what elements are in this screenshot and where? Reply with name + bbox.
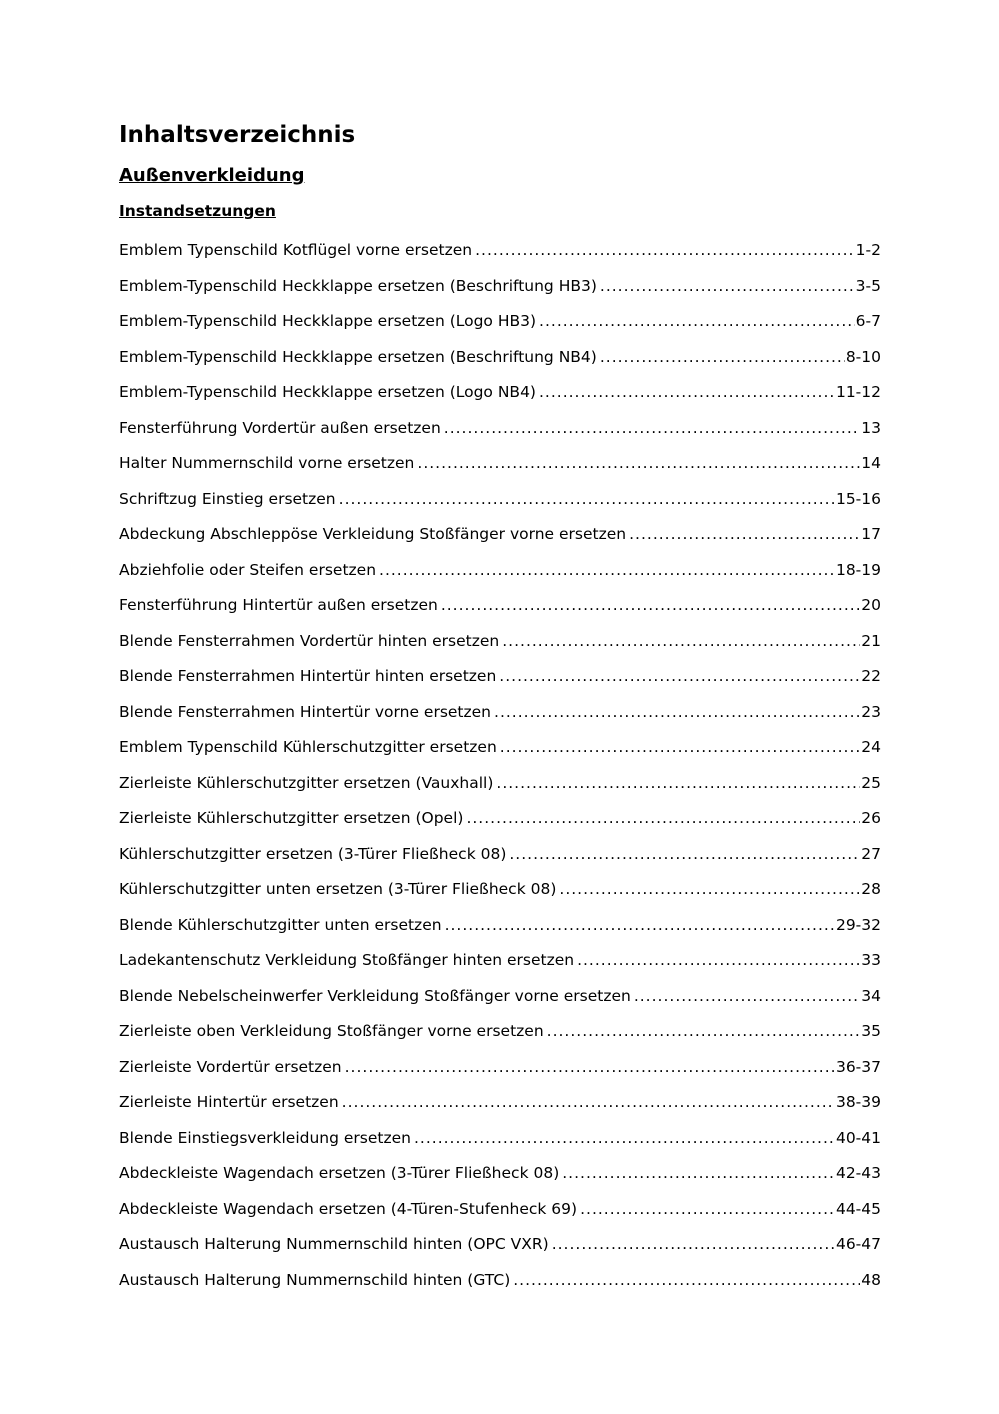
toc-dot-leader xyxy=(466,801,860,837)
toc-entry-page-number: 8-10 xyxy=(845,347,881,366)
toc-entry-page-number: 21 xyxy=(861,631,881,650)
toc-dot-leader xyxy=(445,908,835,944)
toc-entry-page-number: 29-32 xyxy=(835,915,881,934)
toc-dot-leader xyxy=(499,659,860,695)
toc-entry-label: Austausch Halterung Nummernschild hinten (GTC) xyxy=(119,1270,511,1289)
toc-entry-label: Abdeckleiste Wagendach ersetzen (4-Türen-Stufenheck 69) xyxy=(119,1199,578,1218)
toc-entry-page-number: 3-5 xyxy=(855,276,881,295)
toc-entry[interactable] xyxy=(119,801,881,837)
toc-dot-leader xyxy=(634,979,860,1015)
toc-dot-leader xyxy=(600,269,855,305)
toc-entry[interactable] xyxy=(119,1014,881,1050)
toc-entry-label: Zierleiste Kühlerschutzgitter ersetzen (Vauxhall) xyxy=(119,773,494,792)
toc-entry[interactable] xyxy=(119,340,881,376)
toc-entry-label: Zierleiste Hintertür ersetzen xyxy=(119,1093,339,1111)
toc-dot-leader xyxy=(577,943,860,979)
toc-entry[interactable] xyxy=(119,659,881,695)
toc-entry-label: Kühlerschutzgitter unten ersetzen (3-Türer Fließheck 08) xyxy=(119,880,557,898)
toc-entry-page-number: 28 xyxy=(861,880,881,898)
toc-entry-label: Blende Einstiegsverkleidung ersetzen xyxy=(119,1128,411,1147)
toc-entry-label: Halter Nummernschild vorne ersetzen xyxy=(119,454,415,472)
toc-dot-leader xyxy=(345,1050,835,1086)
toc-entry-page-number: 6-7 xyxy=(855,312,881,330)
toc-entry-page-number: 26 xyxy=(861,809,881,827)
toc-entry-label: Emblem-Typenschild Heckklappe ersetzen (Beschriftung NB4) xyxy=(119,347,597,366)
toc-entry[interactable] xyxy=(119,446,881,482)
toc-page xyxy=(119,117,881,1298)
toc-dot-leader xyxy=(417,446,860,482)
toc-entry-label: Ladekantenschutz Verkleidung Stoßfänger hinten ersetzen xyxy=(119,951,575,969)
toc-entry[interactable] xyxy=(119,766,881,802)
toc-entry-label: Schriftzug Einstieg ersetzen xyxy=(119,489,336,508)
toc-entry-label: Kühlerschutzgitter ersetzen (3-Türer Fließheck 08) xyxy=(119,844,507,863)
toc-entry-label: Abziehfolie oder Steifen ersetzen xyxy=(119,560,377,579)
toc-entry[interactable] xyxy=(119,1085,881,1121)
toc-entry[interactable] xyxy=(119,1121,881,1157)
toc-dot-leader xyxy=(502,624,860,660)
toc-entry-label: Zierleiste Vordertür ersetzen xyxy=(119,1057,342,1076)
toc-dot-leader xyxy=(539,304,855,340)
toc-entry[interactable] xyxy=(119,1263,881,1299)
toc-entry-label: Emblem-Typenschild Heckklappe ersetzen (Logo HB3) xyxy=(119,312,537,330)
toc-entry-page-number: 1-2 xyxy=(855,241,881,259)
toc-entry[interactable] xyxy=(119,624,881,660)
toc-dot-leader xyxy=(559,872,860,908)
section-heading: Außenverkleidung xyxy=(119,165,305,186)
toc-entry-label: Zierleiste oben Verkleidung Stoßfänger vorne ersetzen xyxy=(119,1022,544,1040)
toc-entry-page-number: 27 xyxy=(861,844,881,863)
toc-entry[interactable] xyxy=(119,1192,881,1228)
toc-entry[interactable] xyxy=(119,1156,881,1192)
toc-dot-leader xyxy=(513,1263,860,1299)
toc-entry[interactable] xyxy=(119,482,881,518)
toc-entry-page-number: 17 xyxy=(861,525,881,543)
toc-entry-page-number: 35 xyxy=(861,1022,881,1040)
toc-entry[interactable] xyxy=(119,943,881,979)
page-title: Inhaltsverzeichnis xyxy=(119,122,356,148)
toc-entry-page-number: 15-16 xyxy=(835,489,881,508)
toc-dot-leader xyxy=(552,1227,835,1263)
toc-entry-page-number: 24 xyxy=(861,738,881,756)
toc-entry-page-number: 20 xyxy=(861,596,881,614)
toc-dot-leader xyxy=(339,482,835,518)
toc-entry-page-number: 36-37 xyxy=(835,1057,881,1076)
toc-entry[interactable] xyxy=(119,908,881,944)
toc-entry[interactable] xyxy=(119,979,881,1015)
toc-entry-label: Blende Fensterrahmen Hintertür vorne ersetzen xyxy=(119,702,492,721)
toc-dot-leader xyxy=(475,233,855,269)
toc-entry[interactable] xyxy=(119,269,881,305)
toc-entry-page-number: 44-45 xyxy=(835,1199,881,1218)
toc-dot-leader xyxy=(580,1192,835,1228)
toc-dot-leader xyxy=(444,411,860,447)
toc-entry-page-number: 23 xyxy=(861,702,881,721)
toc-entry-label: Emblem Typenschild Kühlerschutzgitter ersetzen xyxy=(119,738,497,756)
toc-entry[interactable] xyxy=(119,304,881,340)
toc-entry-page-number: 13 xyxy=(861,418,881,437)
toc-entry-label: Blende Nebelscheinwerfer Verkleidung Stoßfänger vorne ersetzen xyxy=(119,986,631,1005)
toc-entry[interactable] xyxy=(119,837,881,873)
toc-entry-label: Emblem-Typenschild Heckklappe ersetzen (Logo NB4) xyxy=(119,383,536,401)
toc-entry[interactable] xyxy=(119,588,881,624)
toc-dot-leader xyxy=(342,1085,835,1121)
toc-entry-label: Emblem Typenschild Kotflügel vorne ersetzen xyxy=(119,241,473,259)
toc-entry-label: Abdeckung Abschleppöse Verkleidung Stoßfänger vorne ersetzen xyxy=(119,525,627,543)
toc-entry-page-number: 40-41 xyxy=(835,1128,881,1147)
toc-entry-page-number: 33 xyxy=(861,951,881,969)
toc-entry-page-number: 38-39 xyxy=(835,1093,881,1111)
toc-entry-page-number: 42-43 xyxy=(835,1164,881,1182)
toc-entry[interactable] xyxy=(119,553,881,589)
toc-entry[interactable] xyxy=(119,233,881,269)
toc-entry-page-number: 48 xyxy=(861,1270,881,1289)
toc-entry[interactable] xyxy=(119,695,881,731)
toc-list xyxy=(119,233,881,1298)
toc-entry-label: Blende Kühlerschutzgitter unten ersetzen xyxy=(119,915,442,934)
toc-dot-leader xyxy=(562,1156,835,1192)
toc-entry-page-number: 11-12 xyxy=(835,383,881,401)
toc-entry-label: Austausch Halterung Nummernschild hinten (OPC VXR) xyxy=(119,1235,549,1253)
toc-entry-label: Fensterführung Vordertür außen ersetzen xyxy=(119,418,441,437)
toc-entry-page-number: 46-47 xyxy=(835,1235,881,1253)
toc-dot-leader xyxy=(629,517,860,553)
toc-dot-leader xyxy=(539,375,835,411)
toc-entry[interactable] xyxy=(119,375,881,411)
toc-entry-label: Fensterführung Hintertür außen ersetzen xyxy=(119,596,438,614)
toc-entry-page-number: 18-19 xyxy=(835,560,881,579)
toc-entry-page-number: 14 xyxy=(861,454,881,472)
toc-entry[interactable] xyxy=(119,1227,881,1263)
toc-entry[interactable] xyxy=(119,730,881,766)
toc-entry[interactable] xyxy=(119,872,881,908)
toc-entry-page-number: 22 xyxy=(861,667,881,685)
toc-entry-page-number: 25 xyxy=(861,773,881,792)
toc-entry-label: Blende Fensterrahmen Hintertür hinten ersetzen xyxy=(119,667,497,685)
toc-entry[interactable] xyxy=(119,517,881,553)
toc-entry-label: Zierleiste Kühlerschutzgitter ersetzen (Opel) xyxy=(119,809,464,827)
toc-entry-label: Emblem-Typenschild Heckklappe ersetzen (Beschriftung HB3) xyxy=(119,276,597,295)
toc-dot-leader xyxy=(441,588,860,624)
toc-dot-leader xyxy=(500,730,860,766)
toc-entry-label: Abdeckleiste Wagendach ersetzen (3-Türer Fließheck 08) xyxy=(119,1164,560,1182)
toc-dot-leader xyxy=(496,766,860,802)
toc-dot-leader xyxy=(414,1121,835,1157)
toc-entry[interactable] xyxy=(119,1050,881,1086)
toc-dot-leader xyxy=(547,1014,861,1050)
toc-dot-leader xyxy=(379,553,835,589)
toc-entry-label: Blende Fensterrahmen Vordertür hinten ersetzen xyxy=(119,631,500,650)
subsection-heading: Instandsetzungen xyxy=(119,202,276,220)
toc-entry-page-number: 34 xyxy=(861,986,881,1005)
toc-dot-leader xyxy=(600,340,845,376)
toc-dot-leader xyxy=(509,837,860,873)
toc-dot-leader xyxy=(494,695,860,731)
toc-entry[interactable] xyxy=(119,411,881,447)
